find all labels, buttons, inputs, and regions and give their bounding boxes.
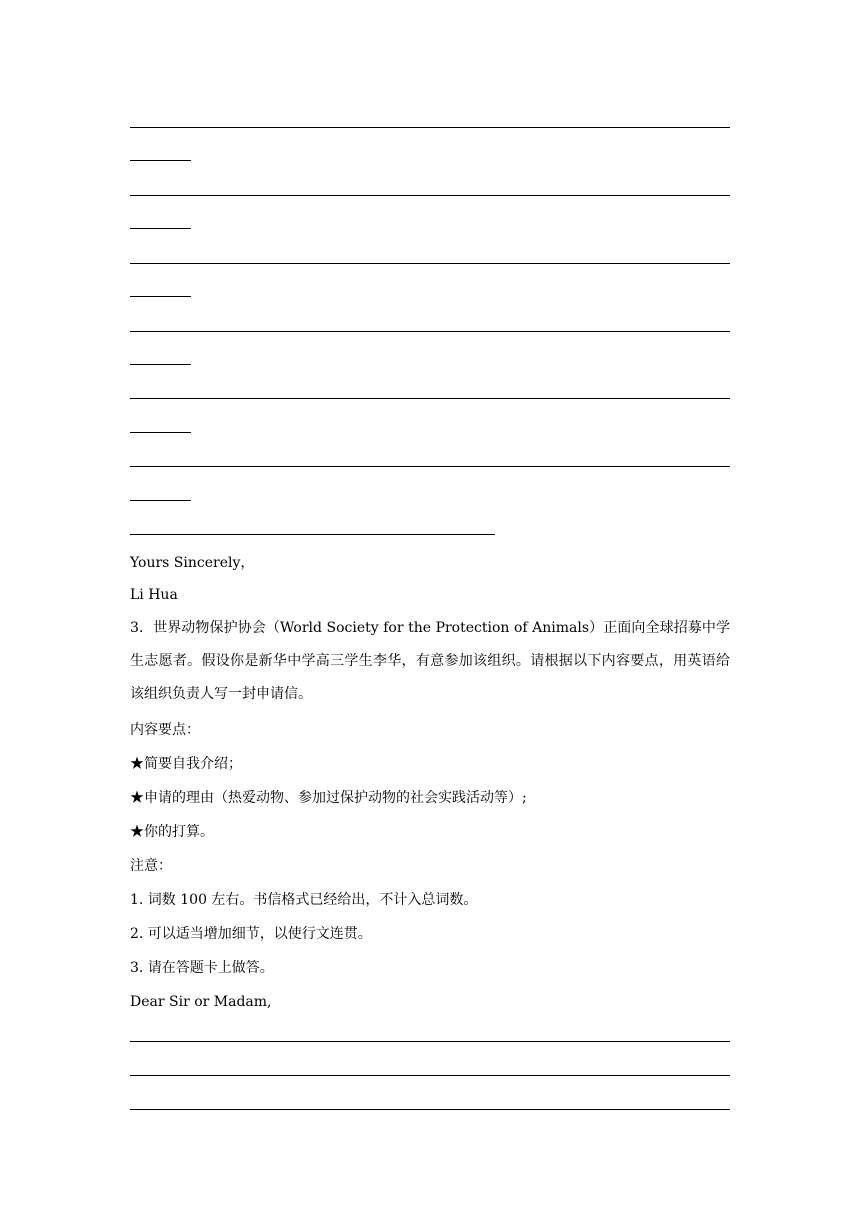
answer-line: [130, 1109, 730, 1110]
writing-line-continuation: [130, 160, 191, 161]
question-prompt: 3．世界动物保护协会（World Society for the Protection of Animals）正面向全球招募中学生志愿者。假设你是新华中学高三学生李华，有意参加该组织。请根据以下内容要点，用英语给该组织负责人写一封申请信。: [130, 620, 730, 702]
content-point: ★简要自我介绍；: [130, 756, 242, 772]
points-heading: 内容要点：: [130, 722, 200, 738]
answer-line: [130, 1041, 730, 1042]
writing-line: [130, 398, 730, 399]
writing-line-continuation: [130, 296, 191, 297]
content-point: ★申请的理由（热爱动物、参加过保护动物的社会实践活动等）;: [130, 790, 527, 806]
writing-line-continuation: [130, 432, 191, 433]
writing-line: [130, 127, 730, 128]
writing-line-continuation: [130, 500, 191, 501]
writing-line-continuation: [130, 228, 191, 229]
letter-salutation: Dear Sir or Madam,: [130, 994, 272, 1010]
note-item: 3. 请在答题卡上做答。: [130, 960, 274, 976]
answer-line: [130, 1075, 730, 1076]
writing-line-final: [130, 534, 495, 535]
writing-line: [130, 331, 730, 332]
writing-line-continuation: [130, 364, 191, 365]
note-item: 1. 词数 100 左右。书信格式已经给出，不计入总词数。: [130, 892, 478, 908]
writing-line: [130, 195, 730, 196]
notes-heading: 注意：: [130, 858, 172, 874]
letter-signature: Li Hua: [130, 587, 178, 603]
note-item: 2. 可以适当增加细节，以使行文连贯。: [130, 926, 372, 942]
writing-line: [130, 263, 730, 264]
writing-line: [130, 466, 730, 467]
letter-closing: Yours Sincerely，: [130, 555, 255, 571]
content-point: ★你的打算。: [130, 824, 214, 840]
